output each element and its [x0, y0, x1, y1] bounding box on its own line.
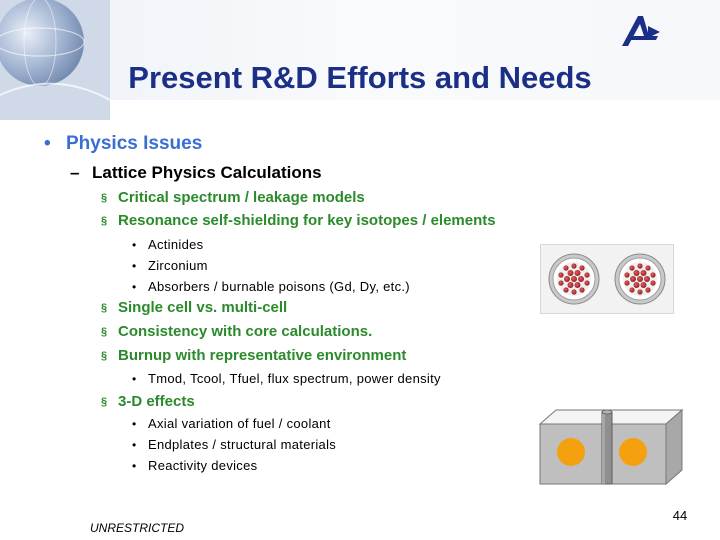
bullet-text: Physics Issues	[66, 133, 203, 154]
lattice-cell-3d-icon	[538, 408, 684, 486]
bullet-reactivity	[132, 458, 257, 473]
bullet-endplates	[132, 437, 336, 452]
bullet-glyph: •	[132, 238, 137, 252]
bullet-glyph: •	[132, 372, 137, 386]
bullet-3d-effects	[101, 393, 195, 410]
bullet-single-cell	[101, 299, 287, 316]
bullet-absorbers	[132, 279, 410, 294]
bullet-consistency	[101, 323, 372, 340]
bullet-tmod	[132, 371, 441, 386]
bullet-text: Resonance self-shielding for key isotopes / elements	[118, 212, 496, 229]
bullet-text: Zirconium	[148, 258, 208, 273]
bullet-critical-spectrum	[101, 189, 365, 206]
bullet-glyph: •	[44, 133, 51, 154]
bullet-lattice-physics	[70, 163, 322, 183]
bullet-glyph: •	[132, 438, 137, 452]
bullet-axial	[132, 416, 331, 431]
bullet-glyph: •	[132, 417, 137, 431]
bullet-text: Tmod, Tcool, Tfuel, flux spectrum, power density	[148, 371, 441, 386]
bullet-glyph: §	[101, 326, 108, 338]
bullet-resonance	[101, 212, 496, 229]
bullet-text: Endplates / structural materials	[148, 437, 337, 452]
bullet-glyph: §	[101, 192, 108, 204]
bullet-glyph: •	[132, 259, 137, 273]
slide-title: Present R&D Efforts and Needs	[128, 60, 592, 95]
bullet-text: Actinides	[148, 237, 204, 252]
page-number: 44	[672, 508, 688, 523]
bundle-left	[549, 254, 599, 304]
bullet-text: Axial variation of fuel / coolant	[148, 416, 331, 431]
fuel-bundle-cross-section-icon	[541, 245, 673, 313]
bullet-physics-issues	[44, 133, 202, 155]
bullet-text: Single cell vs. multi-cell	[118, 299, 288, 316]
bullet-glyph: §	[101, 396, 108, 408]
bundle-right	[615, 254, 665, 304]
bullet-text: Absorbers / burnable poisons (Gd, Dy, etc.)	[148, 279, 410, 294]
bullet-text: Critical spectrum / leakage models	[118, 189, 365, 206]
bullet-glyph: §	[101, 302, 108, 314]
bullet-zirconium	[132, 258, 208, 273]
bullet-text: Lattice Physics Calculations	[92, 163, 322, 182]
aecl-logo-icon	[618, 12, 664, 52]
bullet-glyph: •	[132, 280, 137, 294]
fuel-bundle-image	[540, 244, 674, 314]
bullet-glyph: –	[70, 163, 80, 182]
bullet-glyph: §	[101, 350, 108, 362]
bullet-glyph: •	[132, 459, 137, 473]
bullet-text: Reactivity devices	[148, 458, 258, 473]
footer-classification: UNRESTRICTED	[90, 521, 185, 535]
bullet-text: Consistency with core calculations.	[118, 323, 373, 340]
bullet-glyph: §	[101, 215, 108, 227]
bullet-text: 3-D effects	[118, 393, 195, 410]
bullet-burnup	[101, 347, 406, 364]
bullet-actinides	[132, 237, 203, 252]
bullet-text: Burnup with representative environment	[118, 347, 407, 364]
